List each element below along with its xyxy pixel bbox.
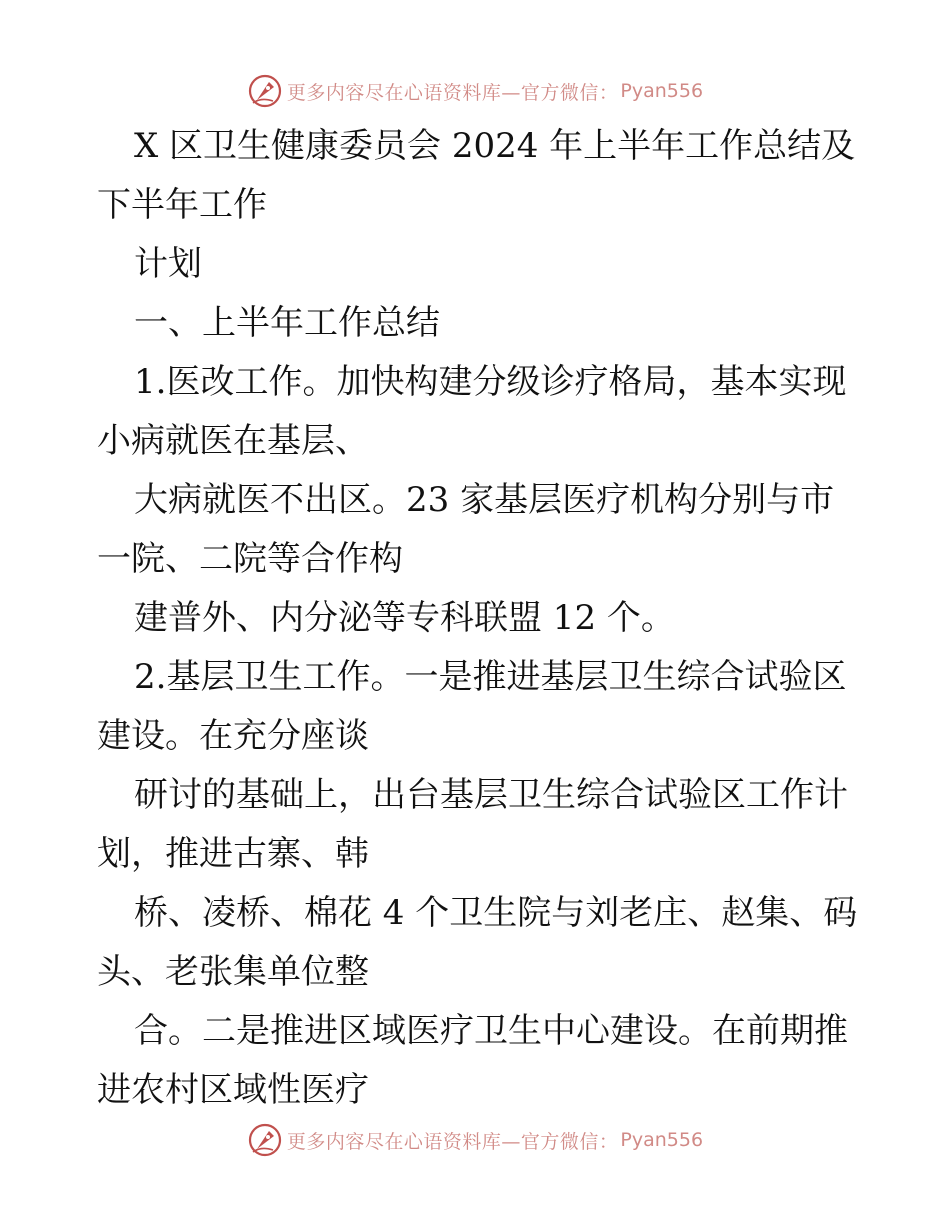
text-line: 计划 — [134, 244, 202, 284]
pen-nib-icon — [247, 73, 283, 109]
watermark-wechat-id: Pyan556 — [620, 80, 704, 102]
text-line: 一院、二院等合作构 — [97, 539, 403, 579]
text-line: 进农村区域性医疗 — [97, 1070, 369, 1110]
header-watermark — [0, 69, 950, 113]
text-line: 大病就医不出区。23 家基层医疗机构分别与市 — [134, 480, 835, 520]
text-line: 建设。在充分座谈 — [97, 716, 369, 756]
text-line: 头、老张集单位整 — [97, 952, 369, 992]
watermark-text: 更多内容尽在心语资料库—官方微信： — [286, 81, 619, 104]
text-line: 桥、凌桥、棉花 4 个卫生院与刘老庄、赵集、码 — [134, 893, 858, 933]
text-line: 建普外、内分泌等专科联盟 12 个。 — [134, 598, 675, 638]
text-line: 1.医改工作。加快构建分级诊疗格局，基本实现 — [134, 362, 847, 402]
watermark-wechat-id: Pyan556 — [620, 1129, 704, 1151]
text-line: 小病就医在基层、 — [97, 421, 369, 461]
document-body — [97, 117, 857, 1120]
text-line: 2.基层卫生工作。一是推进基层卫生综合试验区 — [134, 657, 847, 697]
text-line: 研讨的基础上，出台基层卫生综合试验区工作计 — [134, 775, 848, 815]
text-line: 下半年工作 — [97, 185, 267, 225]
text-line: 一、上半年工作总结 — [134, 303, 440, 343]
text-line: 划，推进古寨、韩 — [97, 834, 369, 874]
text-line: X 区卫生健康委员会 2024 年上半年工作总结及 — [134, 126, 856, 166]
pen-nib-icon — [247, 1122, 283, 1158]
watermark-text: 更多内容尽在心语资料库—官方微信： — [286, 1130, 619, 1153]
footer-watermark — [0, 1118, 950, 1162]
text-line: 合。二是推进区域医疗卫生中心建设。在前期推 — [134, 1011, 848, 1051]
